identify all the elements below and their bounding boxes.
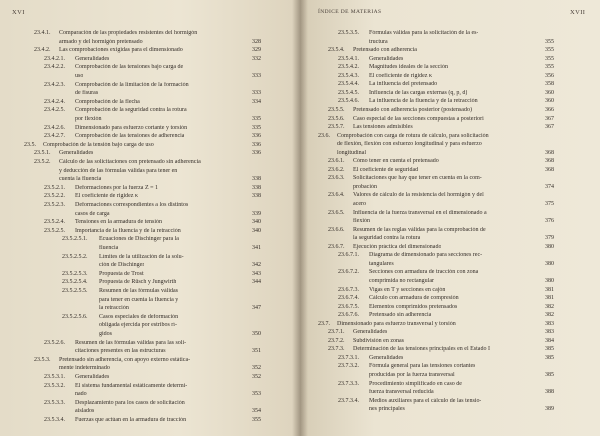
- toc-entry-title: y deducción de las fórmulas válidas para tener en: [59, 167, 178, 174]
- toc-entry-number: 23.4.1.: [34, 30, 51, 36]
- toc-entry-page-number: 351: [252, 348, 261, 355]
- toc-entry-title: obligada ejercida por estribos rí-: [99, 322, 177, 329]
- toc-entry-title: por flexión: [75, 116, 102, 122]
- toc-entry-page-number: 385: [545, 346, 554, 353]
- toc-entry-number: 23.4.2.3.: [44, 81, 65, 88]
- toc-entry-number: 23.5.2.6.: [44, 339, 65, 346]
- toc-entry-page-number: 368: [545, 149, 554, 156]
- toc-entry-page-number: 389: [545, 406, 554, 413]
- toc-entry-title: citaciones presentes en las estructuras: [75, 348, 166, 355]
- toc-entry-title: Medios auxiliares para el cálculo de las tensio-: [369, 397, 482, 404]
- toc-entry-page-number: 339: [252, 210, 261, 217]
- toc-entry-title: Generalidades: [353, 329, 388, 336]
- toc-entry-number: 23.4.2.7.: [44, 133, 65, 140]
- toc-entry-title: Influencia de la fuerza transversal en el dimensionado a: [353, 209, 487, 216]
- toc-entry-number: 23.6.1.: [328, 158, 345, 165]
- toc-entry-page-number: 343: [252, 270, 261, 277]
- toc-entry-page-number: 380: [545, 243, 554, 250]
- toc-entry-title: Generalidades: [59, 150, 94, 157]
- toc-entry-number: 23.7.3.3.: [338, 380, 359, 387]
- toc-entry-page-number: 347: [252, 305, 261, 312]
- toc-entry-page-number: 335: [252, 124, 261, 131]
- toc-entry-page-number: 352: [252, 365, 261, 372]
- toc-entry-page-number: 374: [545, 183, 554, 190]
- toc-entry-number: 23.6.7.3.: [338, 286, 359, 293]
- toc-entry-title: Generalidades: [369, 354, 404, 361]
- toc-entry-title: Propuesta de Rüsch y Jungwirth: [99, 279, 177, 286]
- toc-entry-number: 23.5.4.2.: [338, 64, 359, 71]
- toc-entry-page-number: 336: [252, 141, 261, 148]
- toc-entry-page-number: 340: [252, 219, 261, 226]
- toc-entry-page-number: 355: [545, 47, 554, 54]
- toc-entry-number: 23.5.7.: [328, 124, 345, 131]
- toc-entry-page-number: 368: [545, 166, 554, 173]
- toc-entry-page-number: 350: [252, 331, 261, 337]
- toc-entry-page-number: 375: [545, 201, 554, 207]
- toc-entry-title: Las comprobaciones exigidas para el dimensionado: [59, 47, 183, 54]
- toc-entry-title: uso: [75, 73, 84, 79]
- toc-entry-number: 23.5.4.1.: [338, 55, 359, 62]
- toc-entry-title: Cálculo con armadura de compresión: [369, 295, 459, 302]
- toc-entry-title: Ejecución práctica del dimensionado: [353, 243, 442, 250]
- toc-entry-number: 23.6.7.: [328, 243, 345, 250]
- toc-entry-page-number: 338: [252, 184, 261, 191]
- toc-entry-title: Propuesta de Trost: [99, 270, 144, 277]
- toc-entry-title: Procedimiento simplificado en caso de: [369, 380, 462, 387]
- toc-entry-page-number: 344: [252, 279, 261, 286]
- toc-entry-page-number: 358: [545, 81, 554, 88]
- toc-entry-title: tructura: [369, 38, 388, 45]
- toc-entry-title: Determinación de las tensiones principales en el Estado I: [353, 346, 490, 353]
- toc-entry-title: la seguridad contra la rotura: [353, 235, 421, 242]
- toc-entry-title: Pretensado con adherencia: [353, 47, 417, 54]
- left-page-number: XVI: [12, 9, 25, 16]
- toc-entry-number: 23.5.3.5.: [338, 30, 359, 36]
- toc-entry-page-number: 333: [252, 90, 261, 97]
- toc-entry-page-number: 383: [545, 329, 554, 336]
- toc-entry-page-number: 335: [252, 116, 261, 122]
- toc-entry-title: Pretensado sin adherencia: [369, 312, 432, 319]
- toc-entry-number: 23.5.: [24, 141, 36, 148]
- toc-entry-title: Tensiones en la armadura de tensión: [75, 219, 163, 226]
- toc-entry-title: longitudinal: [337, 149, 366, 156]
- toc-entry-number: 23.7.3.2.: [338, 363, 359, 370]
- toc-entry-title: Fórmulas válidas para la solicitación de la es-: [369, 30, 479, 36]
- toc-entry-title: Generalidades: [75, 55, 110, 62]
- toc-entry-title: comprimida no rectangular: [369, 277, 434, 284]
- toc-entry-title: Secciones con armadura de tracción con zona: [369, 269, 479, 276]
- toc-entry-title: Diagrama de dimensionado para secciones rec-: [369, 252, 483, 259]
- toc-entry-title: Influencia de las cargas externas (q, p, d): [369, 89, 468, 96]
- toc-entry-title: Comprobación de la limitación de la formación: [75, 81, 189, 88]
- toc-entry-page-number: 355: [545, 55, 554, 62]
- toc-entry-title: Cálculo de las solicitaciones con pretensado sin adherencia: [59, 159, 201, 165]
- toc-entry-page-number: 385: [545, 372, 554, 378]
- toc-entry-title: Resumen de las fórmulas válidas para las soli-: [75, 339, 187, 346]
- toc-entry-number: 23.5.2.5.3.: [62, 270, 88, 277]
- toc-entry-title: Fuerzas que actúan en la armadura de tracción: [75, 417, 187, 423]
- toc-entry-title: Fórmula general para las tensiones cortantes: [369, 363, 476, 370]
- right-running-title: ÍNDICE DE MATERIAS: [318, 9, 382, 15]
- toc-entry-number: 23.5.4.5.: [338, 89, 359, 96]
- toc-entry-number: 23.6.6.: [328, 226, 345, 233]
- toc-entry-page-number: 338: [252, 176, 261, 183]
- toc-entry-title: Límites de la utilización de la solu-: [99, 253, 184, 260]
- toc-entry-page-number: 356: [545, 72, 554, 79]
- toc-entry-page-number: 334: [252, 98, 261, 105]
- book-gutter: [292, 0, 308, 436]
- toc-entry-number: 23.7.3.1.: [338, 354, 359, 361]
- toc-entry-page-number: 336: [252, 150, 261, 157]
- toc-entry-title: fuerza transversal reducida: [369, 389, 434, 396]
- toc-entry-number: 23.5.4.: [328, 47, 345, 54]
- toc-entry-number: 23.7.1.: [328, 329, 345, 336]
- toc-entry-number: 23.5.3.3.: [44, 399, 65, 406]
- toc-entry-title: probación: [353, 183, 377, 190]
- toc-entry-page-number: 333: [252, 73, 261, 79]
- toc-entry-number: 23.5.4.4.: [338, 81, 359, 88]
- toc-entry-page-number: 342: [252, 262, 261, 269]
- toc-entry-title: Ecuaciones de Dischinger para la: [99, 236, 179, 243]
- toc-entry-page-number: 366: [545, 106, 554, 113]
- toc-entry-page-number: 379: [545, 235, 554, 242]
- toc-entry-page-number: 332: [252, 55, 261, 62]
- toc-entry-title: armado y del hormigón pretensado: [59, 38, 143, 45]
- toc-entry-title: Desplazamiento para los casos de solicitación: [75, 399, 185, 406]
- toc-entry-title: Comprobación de la seguridad contra la rotura: [75, 107, 187, 114]
- toc-entry-title: Casos especiales de deformación: [99, 313, 179, 320]
- toc-entry-title: para tener en cuenta la fluencia y: [99, 296, 179, 303]
- toc-entry-title: Pretensado sin adherencia, con apoyo externo estática-: [59, 356, 191, 363]
- toc-entry-title: de fisuras: [75, 90, 99, 97]
- toc-entry-page-number: 354: [252, 408, 261, 415]
- toc-entry-title: ción de Dischinger: [99, 262, 145, 269]
- toc-entry-page-number: 376: [545, 218, 554, 225]
- toc-entry-title: casos de carga: [75, 210, 110, 217]
- toc-entry-number: 23.5.5.: [328, 106, 345, 113]
- toc-entry-title: Comprobación de la flecha: [75, 98, 140, 105]
- toc-entry-title: flexión: [353, 218, 370, 225]
- toc-entry-number: 23.6.4.: [328, 192, 345, 199]
- toc-entry-page-number: 367: [545, 115, 554, 122]
- toc-entry-page-number: 384: [545, 337, 554, 344]
- toc-entry-title: nes principales: [369, 406, 405, 413]
- toc-entry-page-number: 355: [252, 417, 261, 423]
- toc-entry-title: Comparación de las propiedades resistentes del hormigón: [59, 30, 198, 36]
- toc-entry-title: Dimensionado para esfuerzo cortante y torsión: [75, 124, 188, 131]
- toc-entry-title: El coeficiente de rigidez κ: [75, 193, 138, 200]
- toc-entry-page-number: 382: [545, 303, 554, 310]
- toc-entry-number: 23.5.3.: [34, 356, 51, 363]
- toc-entry-number: 23.6.7.6.: [338, 312, 359, 319]
- toc-entry-number: 23.5.2.5.5.: [62, 288, 88, 294]
- toc-entry-title: Importancia de la fluencia y de la retracción: [75, 227, 181, 234]
- toc-entry-number: 23.7.3.: [328, 346, 345, 353]
- toc-entry-number: 23.7.: [318, 320, 330, 327]
- toc-entry-number: 23.5.2.5.2.: [62, 253, 88, 260]
- toc-entry-title: Generalidades: [369, 55, 404, 62]
- toc-entry-title: Elementos comprimidos pretensados: [369, 303, 458, 310]
- toc-entry-title: Resumen de las reglas válidas para la comprobación de: [353, 226, 486, 233]
- toc-entry-title: Pretensado con adherencia posterior (postensado): [353, 106, 472, 113]
- toc-entry-number: 23.4.2.4.: [44, 98, 65, 105]
- toc-entry-page-number: 385: [545, 354, 554, 361]
- toc-entry-title: Comprobación de las tensiones de adherencia: [75, 133, 185, 140]
- toc-entry-page-number: 381: [545, 286, 554, 293]
- toc-entry-title: cuenta la fluencia: [59, 176, 102, 183]
- toc-entry-page-number: 388: [545, 389, 554, 396]
- toc-entry-title: de flexión, flexión con esfuerzo longitudinal y para esfuerzo: [337, 141, 482, 148]
- toc-entry-title: Subdivisión en zonas: [353, 337, 404, 344]
- toc-entry-title: La influencia de la fluencia y de la retracción: [369, 98, 478, 105]
- toc-entry-page-number: 360: [545, 98, 554, 105]
- right-page: [300, 0, 600, 436]
- toc-entry-number: 23.4.2.2.: [44, 64, 65, 71]
- toc-entry-title: gidos: [99, 331, 113, 337]
- toc-entry-number: 23.6.3.: [328, 175, 345, 182]
- toc-entry-title: nado: [75, 391, 87, 398]
- toc-entry-page-number: 329: [252, 47, 261, 54]
- toc-entry-title: Comprobación de la tensión bajo carga de uso: [43, 141, 154, 148]
- toc-entry-page-number: 352: [252, 374, 261, 380]
- toc-entry-title: Vigas en T y secciones en cajón: [369, 286, 446, 293]
- toc-entry-title: Las tensiones admisibles: [353, 124, 413, 131]
- toc-entry-page-number: 341: [252, 245, 261, 251]
- toc-entry-number: 23.7.3.4.: [338, 397, 359, 404]
- toc-entry-page-number: 360: [545, 89, 554, 96]
- toc-entry-title: Generalidades: [75, 374, 110, 380]
- toc-entry-title: la retracción: [99, 305, 129, 312]
- toc-entry-title: Deformaciones por la fuerza Z = 1: [75, 184, 159, 191]
- toc-entry-title: El coeficiente de seguridad: [353, 166, 419, 173]
- toc-entry-number: 23.6.7.1.: [338, 252, 359, 259]
- toc-entry-number: 23.5.2.1.: [44, 184, 65, 191]
- toc-entry-number: 23.5.2.5.6.: [62, 313, 88, 320]
- toc-entry-page-number: 382: [545, 312, 554, 319]
- toc-entry-title: Cómo tener en cuenta el pretensado: [353, 158, 439, 165]
- toc-entry-page-number: 355: [545, 38, 554, 45]
- toc-entry-number: 23.5.3.2.: [44, 382, 65, 389]
- toc-entry-number: 23.5.2.: [34, 159, 51, 165]
- toc-entry-number: 23.5.3.4.: [44, 417, 65, 423]
- toc-entry-title: Comprobación de las tensiones bajo carga de: [75, 64, 184, 71]
- toc-entry-number: 23.5.4.6.: [338, 98, 359, 105]
- toc-entry-title: Dimensionado para esfuerzo transversal y torsión: [337, 320, 456, 327]
- toc-entry-title: El coeficiente de rigidez κ: [369, 72, 432, 79]
- toc-entry-page-number: 355: [545, 64, 554, 71]
- right-page-number: XVII: [570, 9, 586, 16]
- toc-entry-page-number: 380: [545, 260, 554, 267]
- toc-entry-number: 23.7.2.: [328, 337, 345, 344]
- toc-entry-number: 23.5.2.5.4.: [62, 279, 88, 286]
- toc-entry-title: mente indeterminado: [59, 365, 110, 372]
- toc-entry-title: tangulares: [369, 260, 394, 267]
- toc-entry-title: Comprobación con carga de rotura de cálculo, para solicitación: [337, 132, 489, 139]
- toc-entry-number: 23.5.2.3.: [44, 202, 65, 208]
- toc-entry-title: producidas por la fuerza transversal: [369, 372, 455, 378]
- toc-entry-number: 23.5.1.: [34, 150, 51, 157]
- toc-entry-number: 23.5.2.5.1.: [62, 236, 88, 243]
- toc-entry-number: 23.6.7.2.: [338, 269, 359, 276]
- toc-entry-number: 23.6.7.5.: [338, 303, 359, 310]
- toc-entry-number: 23.6.2.: [328, 166, 345, 173]
- toc-entry-number: 23.5.3.1.: [44, 374, 65, 380]
- toc-entry-page-number: 383: [545, 320, 554, 327]
- toc-entry-title: El sistema fundamental estáticamente determi-: [75, 382, 188, 389]
- toc-entry-page-number: 380: [545, 277, 554, 284]
- toc-entry-number: 23.6.: [318, 132, 330, 139]
- toc-entry-number: 23.6.7.4.: [338, 295, 359, 302]
- toc-entry-page-number: 340: [252, 227, 261, 234]
- toc-entry-page-number: 381: [545, 295, 554, 302]
- toc-entry-number: 23.5.2.4.: [44, 219, 65, 226]
- toc-entry-number: 23.4.2.: [34, 47, 51, 54]
- toc-entry-title: aislados: [75, 408, 95, 415]
- toc-entry-page-number: 353: [252, 391, 261, 398]
- toc-entry-title: Solicitaciones que hay que tener en cuenta en la com-: [353, 175, 482, 182]
- toc-entry-title: Deformaciones correspondientes a los distintos: [75, 202, 189, 208]
- toc-entry-title: La influencia del pretensado: [369, 81, 438, 88]
- toc-entry-title: fluencia: [99, 245, 119, 251]
- toc-entry-number: 23.4.2.6.: [44, 124, 65, 131]
- toc-entry-title: Valores de cálculo de la resistencia del hormigón y del: [353, 192, 484, 199]
- toc-entry-number: 23.6.5.: [328, 209, 345, 216]
- toc-entry-page-number: 338: [252, 193, 261, 200]
- toc-entry-number: 23.5.2.5.: [44, 227, 65, 234]
- toc-entry-number: 23.5.4.3.: [338, 72, 359, 79]
- toc-entry-page-number: 367: [545, 124, 554, 131]
- toc-entry-title: Caso especial de las secciones compuestas a posteriori: [353, 115, 484, 122]
- toc-entry-page-number: 368: [545, 158, 554, 165]
- toc-entry-title: acero: [353, 201, 366, 207]
- toc-entry-title: Resumen de las fórmulas válidas: [99, 288, 178, 294]
- toc-entry-page-number: 328: [252, 38, 261, 45]
- toc-entry-page-number: 336: [252, 133, 261, 140]
- toc-entry-number: 23.4.2.5.: [44, 107, 65, 114]
- toc-entry-title: Magnitudes ideales de la sección: [369, 64, 448, 71]
- toc-entry-number: 23.4.2.1.: [44, 55, 65, 62]
- toc-entry-number: 23.5.6.: [328, 115, 345, 122]
- toc-entry-number: 23.5.2.2.: [44, 193, 65, 200]
